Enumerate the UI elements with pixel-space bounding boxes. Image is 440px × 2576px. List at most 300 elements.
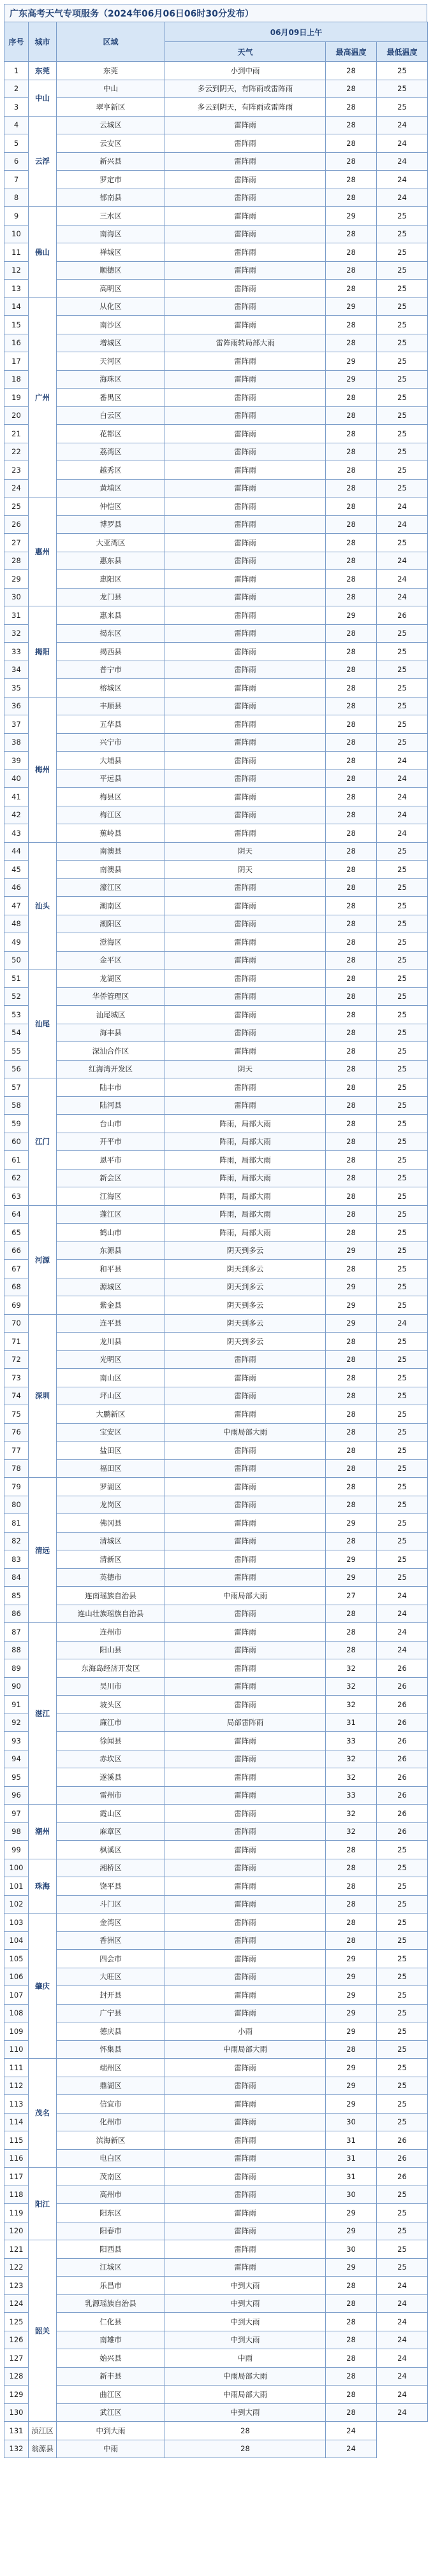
- district-cell: 潮阳区: [57, 915, 165, 933]
- tmin-cell: 25: [377, 352, 428, 371]
- table-row: [4, 243, 428, 262]
- row-number: 60: [4, 1133, 29, 1151]
- tmax-cell: 28: [326, 1605, 377, 1623]
- district-cell: 荔湾区: [57, 443, 165, 461]
- weather-cell: 阴天到多云: [165, 1333, 326, 1351]
- tmax-cell: 28: [326, 1260, 377, 1278]
- tmin-cell: 25: [377, 970, 428, 988]
- table-row: [4, 769, 428, 788]
- weather-cell: 雷阵雨: [165, 752, 326, 770]
- tmax-cell: 28: [326, 1459, 377, 1478]
- tmin-cell: 25: [377, 1241, 428, 1260]
- tmax-cell: 29: [326, 1514, 377, 1533]
- row-number: 123: [4, 2277, 29, 2295]
- tmax-cell: 28: [326, 842, 377, 861]
- district-cell: 东海岛经济开发区: [57, 1659, 165, 1678]
- table-row: [4, 1914, 428, 1932]
- weather-cell: 阵雨，局部大雨: [165, 1205, 326, 1224]
- weather-cell: 中到大雨: [165, 2313, 326, 2331]
- row-number: 22: [4, 443, 29, 461]
- tmin-cell: 25: [377, 1423, 428, 1442]
- tmin-cell: 26: [377, 1805, 428, 1823]
- weather-cell: 雷阵雨: [165, 1514, 326, 1533]
- district-cell: 仁化县: [57, 2313, 165, 2331]
- tmax-cell: 28: [326, 316, 377, 334]
- district-cell: 蓬江区: [57, 1205, 165, 1224]
- tmax-cell: 28: [326, 479, 377, 497]
- weather-cell: 雷阵雨: [165, 570, 326, 589]
- table-row: [4, 1260, 428, 1278]
- district-cell: 白云区: [57, 406, 165, 425]
- row-number: 113: [4, 2095, 29, 2114]
- table-row: [4, 842, 428, 861]
- weather-cell: 阴天到多云: [165, 1278, 326, 1296]
- tmin-cell: 24: [377, 2294, 428, 2313]
- weather-cell: 雷阵雨: [165, 243, 326, 262]
- district-cell: 新丰县: [57, 2367, 165, 2386]
- header-no: 序号: [4, 22, 29, 62]
- tmin-cell: 24: [377, 2386, 428, 2404]
- row-number: 106: [4, 1968, 29, 1986]
- row-number: 51: [4, 970, 29, 988]
- row-number: 10: [4, 225, 29, 243]
- weather-cell: 雷阵雨: [165, 534, 326, 552]
- weather-cell: 雷阵雨: [165, 1677, 326, 1696]
- city-cell: 广州: [29, 297, 57, 497]
- weather-cell: 雷阵雨: [165, 1006, 326, 1024]
- tmin-cell: 25: [377, 1350, 428, 1369]
- weather-cell: 雷阵雨: [165, 2204, 326, 2222]
- weather-cell: 雷阵雨: [165, 171, 326, 189]
- weather-cell: 雷阵雨: [165, 697, 326, 715]
- weather-cell: 雷阵雨: [165, 1822, 326, 1841]
- table-row: [4, 1605, 428, 1623]
- weather-cell: 雷阵雨: [165, 1532, 326, 1550]
- district-cell: 南澳县: [57, 861, 165, 879]
- tmin-cell: 25: [377, 1151, 428, 1170]
- table-row: [4, 62, 428, 80]
- table-row: [4, 1950, 428, 1968]
- tmax-cell: 29: [326, 2022, 377, 2041]
- tmin-cell: 25: [377, 987, 428, 1006]
- tmin-cell: 25: [377, 1986, 428, 2005]
- tmin-cell: 25: [377, 80, 428, 98]
- weather-cell: 雷阵雨: [165, 1078, 326, 1097]
- row-number: 114: [4, 2113, 29, 2131]
- tmax-cell: 28: [326, 933, 377, 952]
- district-cell: 从化区: [57, 297, 165, 316]
- table-row: [4, 1187, 428, 1206]
- tmax-cell: 28: [326, 1478, 377, 1496]
- table-row: [4, 2113, 428, 2131]
- weather-cell: 阴天到多云: [165, 1314, 326, 1333]
- row-number: 73: [4, 1369, 29, 1387]
- tmax-cell: 29: [326, 2204, 377, 2222]
- tmax-cell: 29: [326, 2258, 377, 2277]
- row-number: 31: [4, 606, 29, 625]
- row-number: 79: [4, 1478, 29, 1496]
- table-row: [4, 951, 428, 970]
- tmax-cell: 28: [326, 1405, 377, 1424]
- weather-cell: 雷阵雨: [165, 1659, 326, 1678]
- tmin-cell: 25: [377, 878, 428, 897]
- table-row: [4, 915, 428, 933]
- district-cell: 连州市: [57, 1623, 165, 1642]
- row-number: 13: [4, 280, 29, 298]
- weather-cell: 雷阵雨: [165, 643, 326, 661]
- weather-cell: 中雨局部大雨: [165, 1423, 326, 1442]
- table-row: [4, 1532, 428, 1550]
- row-number: 105: [4, 1950, 29, 1968]
- table-row: [4, 2422, 428, 2440]
- weather-cell: 雷阵雨: [165, 280, 326, 298]
- table-row: [4, 1550, 428, 1569]
- city-cell: 江门: [29, 1078, 57, 1206]
- tmin-cell: 25: [377, 1278, 428, 1296]
- tmin-cell: 25: [377, 697, 428, 715]
- tmin-cell: 25: [377, 1060, 428, 1078]
- weather-cell: 中雨局部大雨: [165, 1587, 326, 1605]
- table-row: [4, 1042, 428, 1061]
- row-number: 92: [4, 1714, 29, 1732]
- tmax-cell: 28: [326, 515, 377, 534]
- tmin-cell: 25: [377, 1968, 428, 1986]
- table-row: [4, 2059, 428, 2077]
- weather-cell: 多云到阴天，有阵雨或雷阵雨: [165, 98, 326, 117]
- tmin-cell: 25: [377, 1478, 428, 1496]
- tmax-cell: 28: [326, 2403, 377, 2422]
- row-number: 93: [4, 1732, 29, 1750]
- row-number: 109: [4, 2022, 29, 2041]
- weather-cell: 雷阵雨: [165, 261, 326, 280]
- tmax-cell: 27: [326, 1587, 377, 1605]
- district-cell: 龙川县: [57, 1333, 165, 1351]
- tmax-cell: 29: [326, 207, 377, 225]
- header-district: 区域: [57, 22, 165, 62]
- tmin-cell: 25: [377, 389, 428, 407]
- weather-cell: 阵雨，局部大雨: [165, 1224, 326, 1242]
- row-number: 42: [4, 806, 29, 824]
- district-cell: 新兴县: [57, 152, 165, 171]
- table-row: [4, 2367, 428, 2386]
- district-cell: 紫金县: [57, 1296, 165, 1315]
- district-cell: 高明区: [57, 280, 165, 298]
- table-row: [4, 1350, 428, 1369]
- district-cell: 麻章区: [57, 1822, 165, 1841]
- tmin-cell: 25: [377, 643, 428, 661]
- tmax-cell: 28: [326, 2331, 377, 2349]
- table-row: [4, 697, 428, 715]
- tmin-cell: 24: [377, 552, 428, 570]
- weather-cell: 雷阵雨: [165, 1968, 326, 1986]
- district-cell: 金湾区: [57, 1914, 165, 1932]
- weather-cell: 雷阵雨: [165, 1096, 326, 1115]
- tmax-cell: 28: [326, 806, 377, 824]
- row-number: 36: [4, 697, 29, 715]
- tmax-cell: 28: [326, 443, 377, 461]
- city-cell: 汕头: [29, 842, 57, 970]
- district-cell: 饶平县: [57, 1877, 165, 1896]
- weather-cell: 雷阵雨: [165, 1732, 326, 1750]
- district-cell: 南沙区: [57, 316, 165, 334]
- tmin-cell: 24: [377, 497, 428, 516]
- table-row: [4, 1478, 428, 1496]
- weather-cell: 雷阵雨: [165, 1369, 326, 1387]
- tmax-cell: 28: [326, 134, 377, 153]
- table-row: [4, 225, 428, 243]
- table-row: [4, 1587, 428, 1605]
- tmax-cell: 28: [326, 1423, 377, 1442]
- row-number: 117: [4, 2168, 29, 2186]
- table-row: [4, 1459, 428, 1478]
- district-cell: 博罗县: [57, 515, 165, 534]
- table-row: [4, 2222, 428, 2240]
- tmax-cell: 29: [326, 2004, 377, 2022]
- table-row: [4, 1822, 428, 1841]
- table-row: [4, 297, 428, 316]
- district-cell: 南海区: [57, 225, 165, 243]
- tmax-cell: 28: [326, 334, 377, 352]
- weather-cell: 雷阵雨: [165, 1986, 326, 2005]
- table-row: [4, 2403, 428, 2422]
- tmin-cell: 25: [377, 2059, 428, 2077]
- row-number: 43: [4, 824, 29, 843]
- weather-cell: 雷阵雨: [165, 189, 326, 207]
- tmax-cell: 29: [326, 1950, 377, 1968]
- tmax-cell: 29: [326, 352, 377, 371]
- tmin-cell: 25: [377, 207, 428, 225]
- row-number: 5: [4, 134, 29, 153]
- row-number: 48: [4, 915, 29, 933]
- tmax-cell: 32: [326, 1805, 377, 1823]
- row-number: 108: [4, 2004, 29, 2022]
- tmin-cell: 25: [377, 915, 428, 933]
- weather-cell: 雷阵雨: [165, 1696, 326, 1714]
- row-number: 70: [4, 1314, 29, 1333]
- weather-cell: 阴天: [165, 842, 326, 861]
- district-cell: 怀集县: [57, 2040, 165, 2059]
- district-cell: 大埔县: [57, 752, 165, 770]
- tmax-cell: 28: [326, 425, 377, 443]
- tmin-cell: 24: [377, 2403, 428, 2422]
- tmax-cell: 28: [326, 2349, 377, 2368]
- district-cell: 天河区: [57, 352, 165, 371]
- table-body: [4, 62, 428, 2458]
- tmin-cell: 25: [377, 1931, 428, 1950]
- tmax-cell: 28: [326, 98, 377, 117]
- table-row: [4, 2258, 428, 2277]
- tmax-cell: 32: [326, 1677, 377, 1696]
- tmax-cell: 28: [326, 243, 377, 262]
- table-row: [4, 2095, 428, 2114]
- tmax-cell: 28: [326, 1387, 377, 1405]
- district-cell: 郁南县: [57, 189, 165, 207]
- weather-cell: 雷阵雨: [165, 1568, 326, 1587]
- tmin-cell: 25: [377, 443, 428, 461]
- district-cell: 廉江市: [57, 1714, 165, 1732]
- row-number: 44: [4, 842, 29, 861]
- district-cell: 揭西县: [57, 643, 165, 661]
- table-row: [4, 1333, 428, 1351]
- tmax-cell: 28: [326, 552, 377, 570]
- tmax-cell: 28: [326, 1187, 377, 1206]
- header-weather: 天气: [165, 42, 326, 62]
- tmax-cell: 28: [326, 116, 377, 134]
- weather-cell: 雷阵雨: [165, 1496, 326, 1514]
- district-cell: 大鹏新区: [57, 1405, 165, 1424]
- district-cell: 连南瑶族自治县: [57, 1587, 165, 1605]
- tmax-cell: 28: [326, 2040, 377, 2059]
- tmax-cell: 28: [326, 697, 377, 715]
- row-number: 112: [4, 2077, 29, 2095]
- tmin-cell: 25: [377, 2004, 428, 2022]
- district-cell: 海珠区: [57, 370, 165, 389]
- row-number: 21: [4, 425, 29, 443]
- tmax-cell: 28: [326, 570, 377, 589]
- district-cell: 榕城区: [57, 679, 165, 698]
- district-cell: 翁源县: [29, 2440, 57, 2458]
- tmax-cell: 28: [326, 189, 377, 207]
- tmin-cell: 26: [377, 1714, 428, 1732]
- row-number: 124: [4, 2294, 29, 2313]
- tmax-cell: 28: [326, 1895, 377, 1914]
- tmax-cell: 29: [326, 1568, 377, 1587]
- weather-cell: 中雨: [57, 2440, 165, 2458]
- row-number: 25: [4, 497, 29, 516]
- weather-cell: 雷阵雨: [165, 2113, 326, 2131]
- table-row: [4, 443, 428, 461]
- table-row: [4, 534, 428, 552]
- weather-cell: 雷阵雨: [165, 443, 326, 461]
- weather-cell: 阴天到多云: [165, 1241, 326, 1260]
- tmax-cell: 28: [326, 1024, 377, 1042]
- city-cell: 汕尾: [29, 970, 57, 1078]
- table-row: [4, 479, 428, 497]
- table-row: [4, 878, 428, 897]
- row-number: 132: [4, 2440, 29, 2458]
- tmin-cell: 26: [377, 1768, 428, 1787]
- row-number: 33: [4, 643, 29, 661]
- row-number: 98: [4, 1822, 29, 1841]
- table-row: [4, 515, 428, 534]
- district-cell: 南澳县: [57, 842, 165, 861]
- tmax-cell: 28: [326, 2367, 377, 2386]
- table-row: [4, 370, 428, 389]
- tmin-cell: 25: [377, 1387, 428, 1405]
- city-cell: 阳江: [29, 2168, 57, 2240]
- row-number: 104: [4, 1931, 29, 1950]
- tmin-cell: 25: [377, 243, 428, 262]
- district-cell: 香洲区: [57, 1931, 165, 1950]
- tmin-cell: 25: [377, 661, 428, 679]
- tmax-cell: 28: [326, 1169, 377, 1187]
- district-cell: 惠来县: [57, 606, 165, 625]
- table-row: [4, 1750, 428, 1768]
- district-cell: 德庆县: [57, 2022, 165, 2041]
- weather-cell: 雷阵雨: [165, 352, 326, 371]
- table-row: [4, 2004, 428, 2022]
- table-row: [4, 806, 428, 824]
- table-row: [4, 1514, 428, 1533]
- city-cell: 茂名: [29, 2059, 57, 2168]
- row-number: 125: [4, 2313, 29, 2331]
- row-number: 65: [4, 1224, 29, 1242]
- district-cell: 滨海新区: [57, 2131, 165, 2150]
- tmax-cell: 32: [326, 1659, 377, 1678]
- district-cell: 连平县: [57, 1314, 165, 1333]
- weather-cell: 雷阵雨: [165, 1478, 326, 1496]
- tmax-cell: 28: [326, 679, 377, 698]
- district-cell: 宝安区: [57, 1423, 165, 1442]
- district-cell: 清城区: [57, 1532, 165, 1550]
- row-number: 126: [4, 2331, 29, 2349]
- city-cell: 深圳: [29, 1314, 57, 1478]
- tmin-cell: 24: [377, 752, 428, 770]
- district-cell: 顺德区: [57, 261, 165, 280]
- tmin-cell: 26: [377, 1750, 428, 1768]
- row-number: 32: [4, 624, 29, 643]
- table-row: [4, 570, 428, 589]
- tmax-cell: 30: [326, 2240, 377, 2259]
- district-cell: 湘桥区: [57, 1859, 165, 1877]
- row-number: 77: [4, 1442, 29, 1460]
- tmin-cell: 24: [377, 1605, 428, 1623]
- weather-cell: 雷阵雨: [165, 297, 326, 316]
- tmax-cell: 28: [326, 1623, 377, 1642]
- tmin-cell: 24: [377, 189, 428, 207]
- row-number: 57: [4, 1078, 29, 1097]
- tmax-cell: 28: [326, 1350, 377, 1369]
- district-cell: 佛冈县: [57, 1514, 165, 1533]
- table-row: [4, 1877, 428, 1896]
- row-number: 102: [4, 1895, 29, 1914]
- table-row: [4, 497, 428, 516]
- weather-cell: 雷阵雨: [165, 987, 326, 1006]
- row-number: 45: [4, 861, 29, 879]
- district-cell: 黄埔区: [57, 479, 165, 497]
- weather-cell: 雷阵雨: [165, 134, 326, 153]
- row-number: 67: [4, 1260, 29, 1278]
- tmin-cell: 25: [377, 334, 428, 352]
- district-cell: 阳东区: [57, 2204, 165, 2222]
- city-cell: 东莞: [29, 62, 57, 80]
- table-row: [4, 824, 428, 843]
- weather-cell: 雷阵雨: [165, 715, 326, 734]
- table-row: [4, 1296, 428, 1315]
- row-number: 4: [4, 116, 29, 134]
- tmin-cell: 25: [377, 406, 428, 425]
- tmax-cell: 28: [326, 1205, 377, 1224]
- tmin-cell: 25: [377, 2222, 428, 2240]
- weather-cell: 阵雨，局部大雨: [165, 1169, 326, 1187]
- tmin-cell: 25: [377, 897, 428, 915]
- tmax-cell: 28: [326, 406, 377, 425]
- tmin-cell: 25: [377, 679, 428, 698]
- weather-cell: 雷阵雨: [165, 733, 326, 752]
- city-cell: 肇庆: [29, 1914, 57, 2059]
- weather-cell: 雷阵雨: [165, 661, 326, 679]
- table-row: [4, 679, 428, 698]
- weather-cell: 中到大雨: [165, 2403, 326, 2422]
- weather-cell: 雷阵雨: [165, 1405, 326, 1424]
- table-row: [4, 2294, 428, 2313]
- row-number: 96: [4, 1786, 29, 1805]
- district-cell: 福田区: [57, 1459, 165, 1478]
- weather-cell: 雷阵雨: [165, 1950, 326, 1968]
- district-cell: 惠东县: [57, 552, 165, 570]
- weather-cell: 雷阵雨: [165, 1024, 326, 1042]
- tmin-cell: 24: [377, 116, 428, 134]
